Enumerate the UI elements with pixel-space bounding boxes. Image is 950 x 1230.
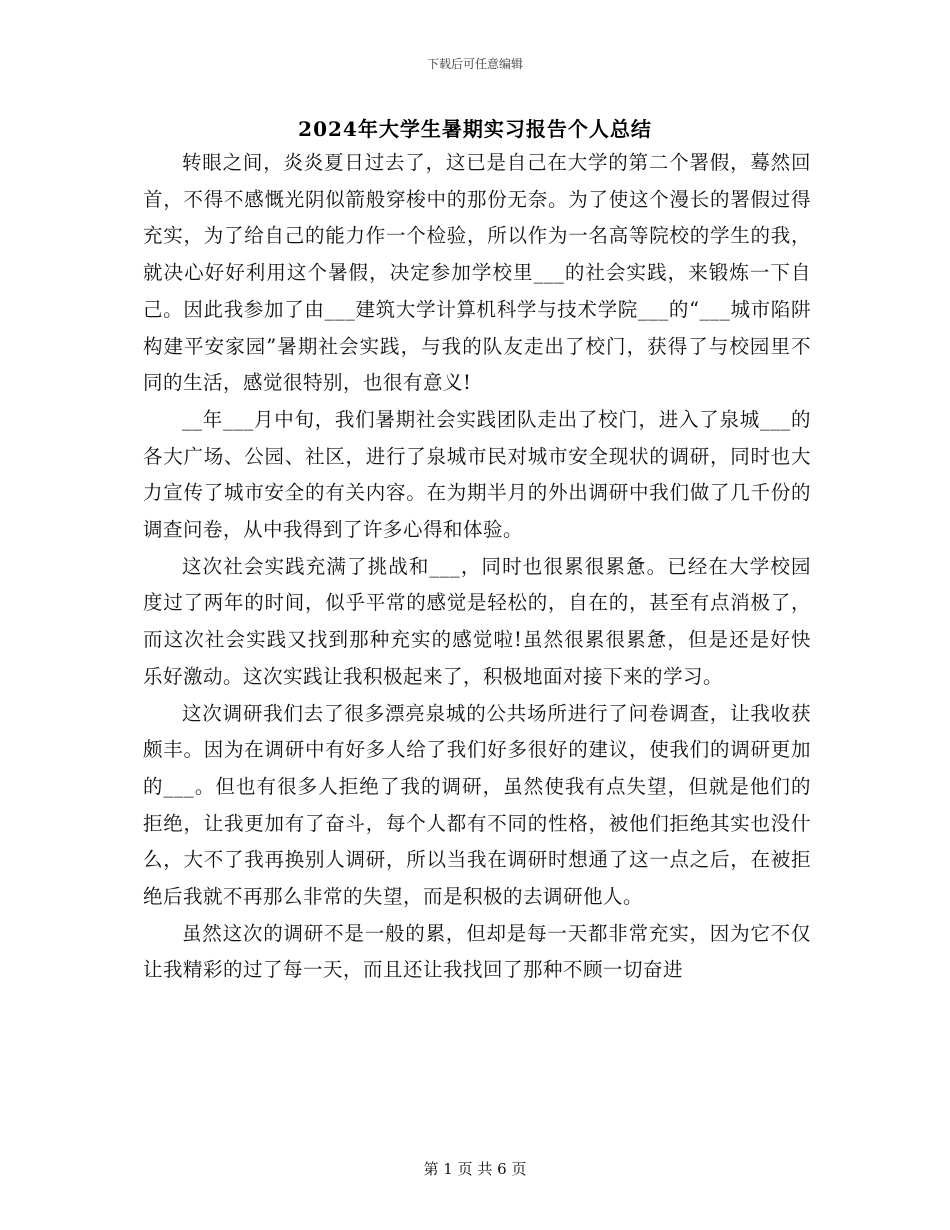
document-body <box>143 145 811 989</box>
paragraph: 转眼之间，炎炎夏日过去了，这已是自己在大学的第二个署假，蓦然回首，不得不感慨光阴似箭般穿梭中的那份无奈。为了使这个漫长的署假过得充实，为了给自己的能力作一个检验，所以作为一名高等院校的学生的我，就决心好好利用这个暑假，决定参加学校里___的社会实践，来锻炼一下自己。因此我参加了由___建筑大学计算机科学与技术学院___的“___城市陷阱构建平安家园”暑期社会实践，与我的队友走出了校门，获得了与校园里不同的生活，感觉很特别，也很有意义! <box>143 151 811 395</box>
paragraph: 这次调研我们去了很多漂亮泉城的公共场所进行了问卷调查，让我收获颇丰。因为在调研中有好多人给了我们好多很好的建议，使我们的调研更加的___。但也有很多人拒绝了我的调研，虽然使我有点失望，但就是他们的拒绝，让我更加有了奋斗，每个人都有不同的性格，被他们拒绝其实也没什么，大不了我再换别人调研，所以当我在调研时想通了这一点之后，在被拒绝后我就不再那么非常的失望，而是积极的去调研他人。 <box>143 701 811 909</box>
page-number: 第 1 页 共 6 页 <box>423 1160 527 1178</box>
paragraph: 这次社会实践充满了挑战和___，同时也很累很累惫。已经在大学校园度过了两年的时间，似乎平常的感觉是轻松的，自在的，甚至有点消极了，而这次社会实践又找到那种充实的感觉啦!虽然很累很累惫，但是还是好快乐好激动。这次实践让我积极起来了，积极地面对接下来的学习。 <box>143 554 811 688</box>
header-note: 下载后可任意编辑 <box>426 57 523 71</box>
paragraph: __年___月中旬，我们暑期社会实践团队走出了校门，进入了泉城___的各大广场、公园、社区，进行了泉城市民对城市安全现状的调研，同时也大力宣传了城市安全的有关内容。在为期半月的外出调研中我们做了几千份的调查问卷，从中我得到了许多心得和体验。 <box>143 407 811 542</box>
document-title: 2024年大学生暑期实习报告个人总结 <box>298 117 652 141</box>
paragraph: 虽然这次的调研不是一般的累，但却是每一天都非常充实，因为它不仅让我精彩的过了每一天，而且还让我找回了那种不顾一切奋进 <box>143 921 811 982</box>
